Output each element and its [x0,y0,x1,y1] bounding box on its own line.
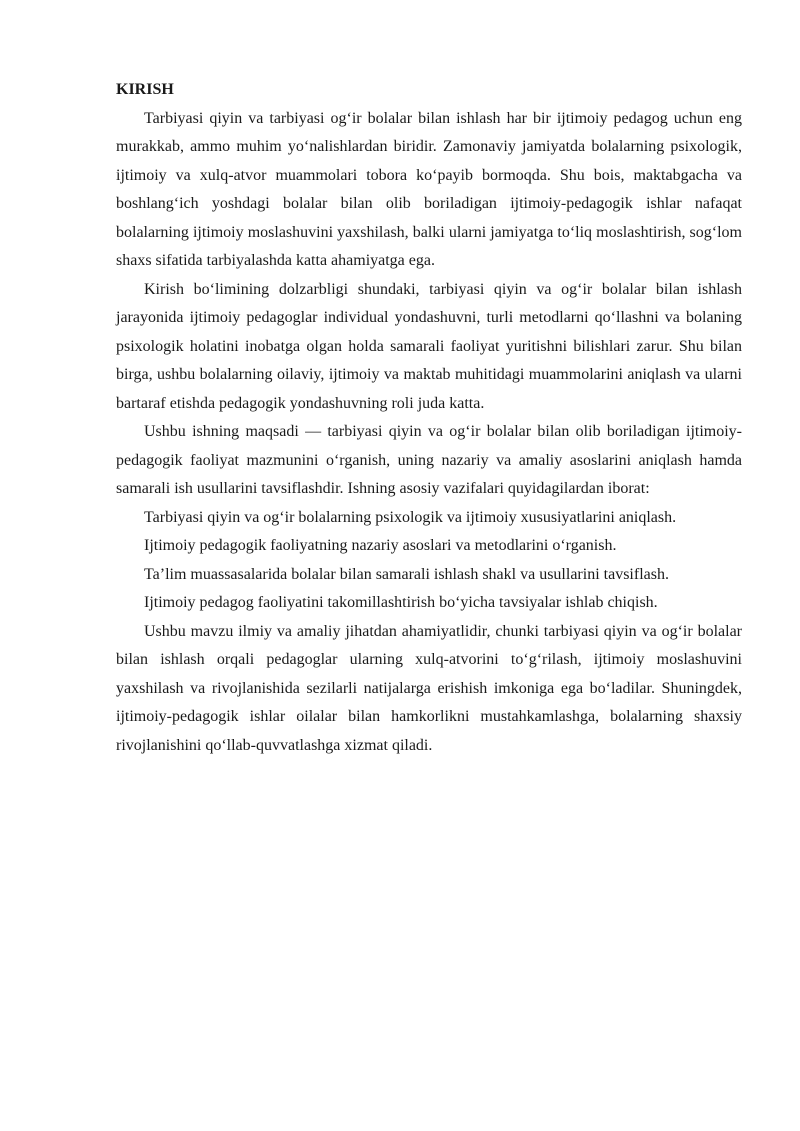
task-item-2: Ijtimoiy pedagogik faoliyatning nazariy asoslari va metodlarini o‘rganish. [144,537,617,554]
paragraph-introduction: Tarbiyasi qiyin va tarbiyasi og‘ir bolalar bilan ishlash har bir ijtimoiy pedagog uchun eng murakkab, ammo muhim yo‘nalishlardan biridir. Zamonaviy jamiyatda bolalarning psixologik, ijtimoiy va xulq-atvor muammolari tobora ko‘payib bormoqda. Shu bois, maktabgacha va boshlang‘ich yoshdagi bolalar bilan olib boriladigan ijtimoiy-pedagogik ishlar nafaqat bolalarning ijtimoiy moslashuvini yaxshilash, balki ularni jamiyatga to‘liq moslashtirish, sog‘lom shaxs sifatida tarbiyalashda katta ahamiyatga ega. [116,109,742,269]
section-heading: KIRISH [116,81,174,98]
task-item-4: Ijtimoiy pedagog faoliyatini takomillashtirish bo‘yicha tavsiyalar ishlab chiqish. [144,594,658,611]
task-item-1: Tarbiyasi qiyin va og‘ir bolalarning psixologik va ijtimoiy xususiyatlarini aniqlash. [144,508,677,526]
paragraph-goal: Ushbu ishning maqsadi — tarbiyasi qiyin va og‘ir bolalar bilan olib boriladigan ijtimoiy-pedagogik faoliyat mazmunini o‘rganish, uning nazariy va amaliy asoslarini aniqlash hamda samarali ish usullarini tavsiflashdir. Ishning asosiy vazifalari quyidagilardan iborat: [116,423,742,497]
paragraph-significance: Ushbu mavzu ilmiy va amaliy jihatdan ahamiyatlidir, chunki tarbiyasi qiyin va og‘ir bolalar bilan ishlash orqali pedagoglar ularning xulq-atvorini to‘g‘rilash, ijtimoiy moslashuvini yaxshilash va rivojlanishida sezilarli natijalarga erishish imkoniga ega bo‘ladilar. Shuningdek, ijtimoiy-pedagogik ishlar oilalar bilan hamkorlikni mustahkamlashga, bolalarning shaxsiy rivojlanishini qo‘llab-quvvatlashga xizmat qiladi. [116,622,742,754]
document-page [116,76,742,760]
paragraph-relevance: Kirish bo‘limining dolzarbligi shundaki, tarbiyasi qiyin va og‘ir bolalar bilan ishlash jarayonida ijtimoiy pedagoglar individual yondashuvni, turli metodlarni qo‘llashni va bolaning psixologik holatini inobatga olgan holda samarali faoliyat yuritishni bilishlari zarur. Shu bilan birga, ushbu bolalarning oilaviy, ijtimoiy va maktab muhitidagi muammolarini aniqlash va ularni bartaraf etishda pedagogik yondashuvning roli juda katta. [116,280,742,412]
task-item-3: Ta’lim muassasalarida bolalar bilan samarali ishlash shakl va usullarini tavsiflash. [144,565,669,583]
